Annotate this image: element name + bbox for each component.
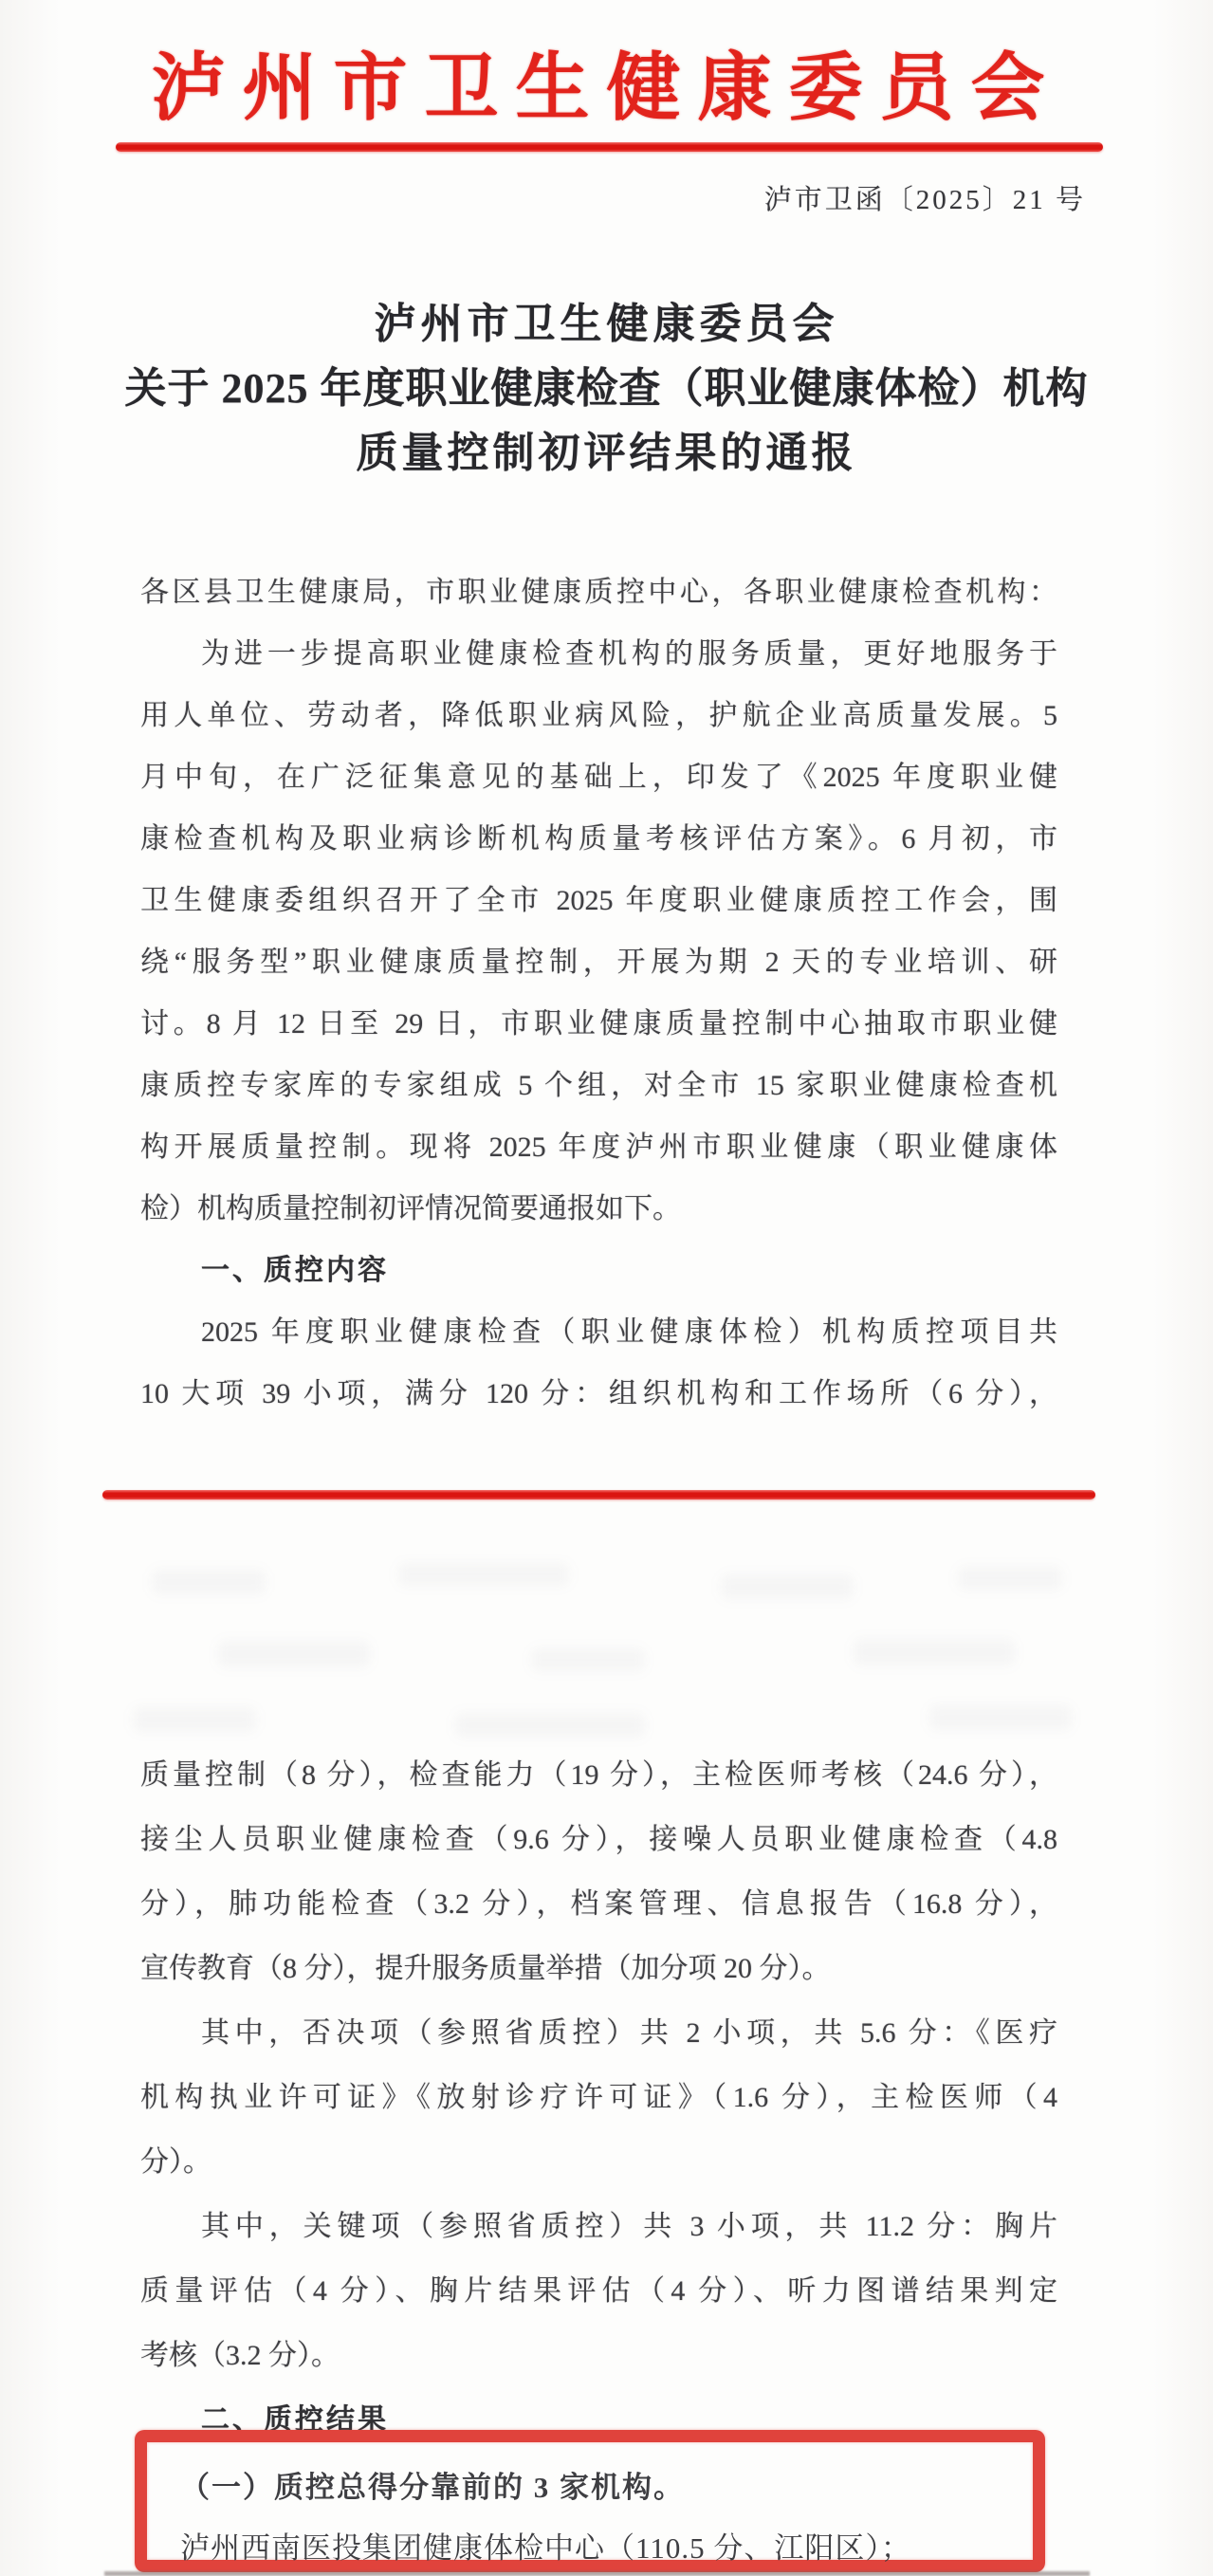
body-line: 其中，否决项（参照省质控）共 2 小项，共 5.6 分：《医疗 [201, 2017, 1057, 2049]
body-line: 考核（3.2 分）。 [140, 2340, 340, 2371]
body-line: 绕“服务型”职业健康质量控制，开展为期 2 天的专业培训、研 [140, 947, 1057, 978]
body-line: 用人单位、劳动者，降低职业病风险，护航企业高质量发展。5 [140, 700, 1057, 731]
body-line: 月中旬，在广泛征集意见的基础上，印发了《2025 年度职业健 [140, 762, 1057, 793]
body-line: 分）。 [140, 2146, 211, 2178]
body-line: 为进一步提高职业健康检查机构的服务质量，更好地服务于 [201, 638, 1057, 670]
highlight-annotation-box [135, 2430, 1045, 2572]
document-title-line3: 质量控制初评结果的通报 [356, 430, 857, 476]
body-line: 10 大项 39 小项，满分 120 分：组织机构和工作场所（6 分）， [140, 1378, 1057, 1409]
body-line: 其中，关键项（参照省质控）共 3 小项，共 11.2 分：胸片 [201, 2211, 1057, 2242]
body-line: 各区县卫生健康局，市职业健康质控中心，各职业健康检查机构： [140, 577, 1057, 608]
body-line: 康检查机构及职业病诊断机构质量考核评估方案》。6 月初，市 [140, 823, 1057, 855]
section-heading-1: 一、质控内容 [201, 1255, 389, 1286]
body-line: 构开展质量控制。现将 2025 年度泸州市职业健康（职业健康体 [140, 1132, 1057, 1163]
body-line: 检）机构质量控制初评情况简要通报如下。 [140, 1193, 681, 1224]
document-number: 泸市卫函〔2025〕21 号 [763, 185, 1086, 215]
page-break-red-rule [102, 1490, 1095, 1500]
letterhead-red-rule [116, 142, 1103, 152]
body-line: 接尘人员职业健康检查（9.6 分），接噪人员职业健康检查（4.8 [140, 1824, 1057, 1855]
body-line: 讨。8 月 12 日至 29 日，市职业健康质量控制中心抽取市职业健 [140, 1008, 1057, 1040]
body-line: 2025 年度职业健康检查（职业健康体检）机构质控项目共 [201, 1316, 1057, 1348]
body-line: 康质控专家库的专家组成 5 个组，对全市 15 家职业健康检查机 [140, 1070, 1057, 1101]
highlight-line-first-org: 泸州西南医投集团健康体检中心（110.5 分、江阳区）； [180, 2531, 911, 2565]
body-line: 宣传教育（8 分），提升服务质量举措（加分项 20 分）。 [140, 1953, 831, 1984]
body-line: 分），肺功能检查（3.2 分），档案管理、信息报告（16.8 分）， [140, 1888, 1057, 1920]
document-title-line1: 泸州市卫生健康委员会 [374, 301, 839, 347]
body-line: 卫生健康委组织召开了全市 2025 年度职业健康质控工作会，围 [140, 885, 1057, 916]
section-heading-2: 二、质控结果 [201, 2404, 389, 2436]
body-line: 质量评估（4 分）、胸片结果评估（4 分）、听力图谱结果判定 [140, 2275, 1057, 2307]
document-title [0, 292, 1213, 486]
page2-body [140, 1743, 1057, 2453]
body-line: 机构执业许可证》《放射诊疗许可证》（1.6 分），主检医师（4 [140, 2082, 1057, 2113]
letterhead-org-title: 泸州市卫生健康委员会 [151, 46, 1062, 129]
page1-body [140, 561, 1057, 1425]
body-line: 质量控制（8 分），检查能力（19 分），主检医师考核（24.6 分）， [140, 1759, 1057, 1791]
screenshot-bottom-edge [104, 2571, 1090, 2576]
document-title-line2: 关于 2025 年度职业健康检查（职业健康体检）机构 [124, 365, 1089, 412]
highlight-line-top3-orgs: （一）质控总得分靠前的 3 家机构。 [180, 2471, 685, 2504]
